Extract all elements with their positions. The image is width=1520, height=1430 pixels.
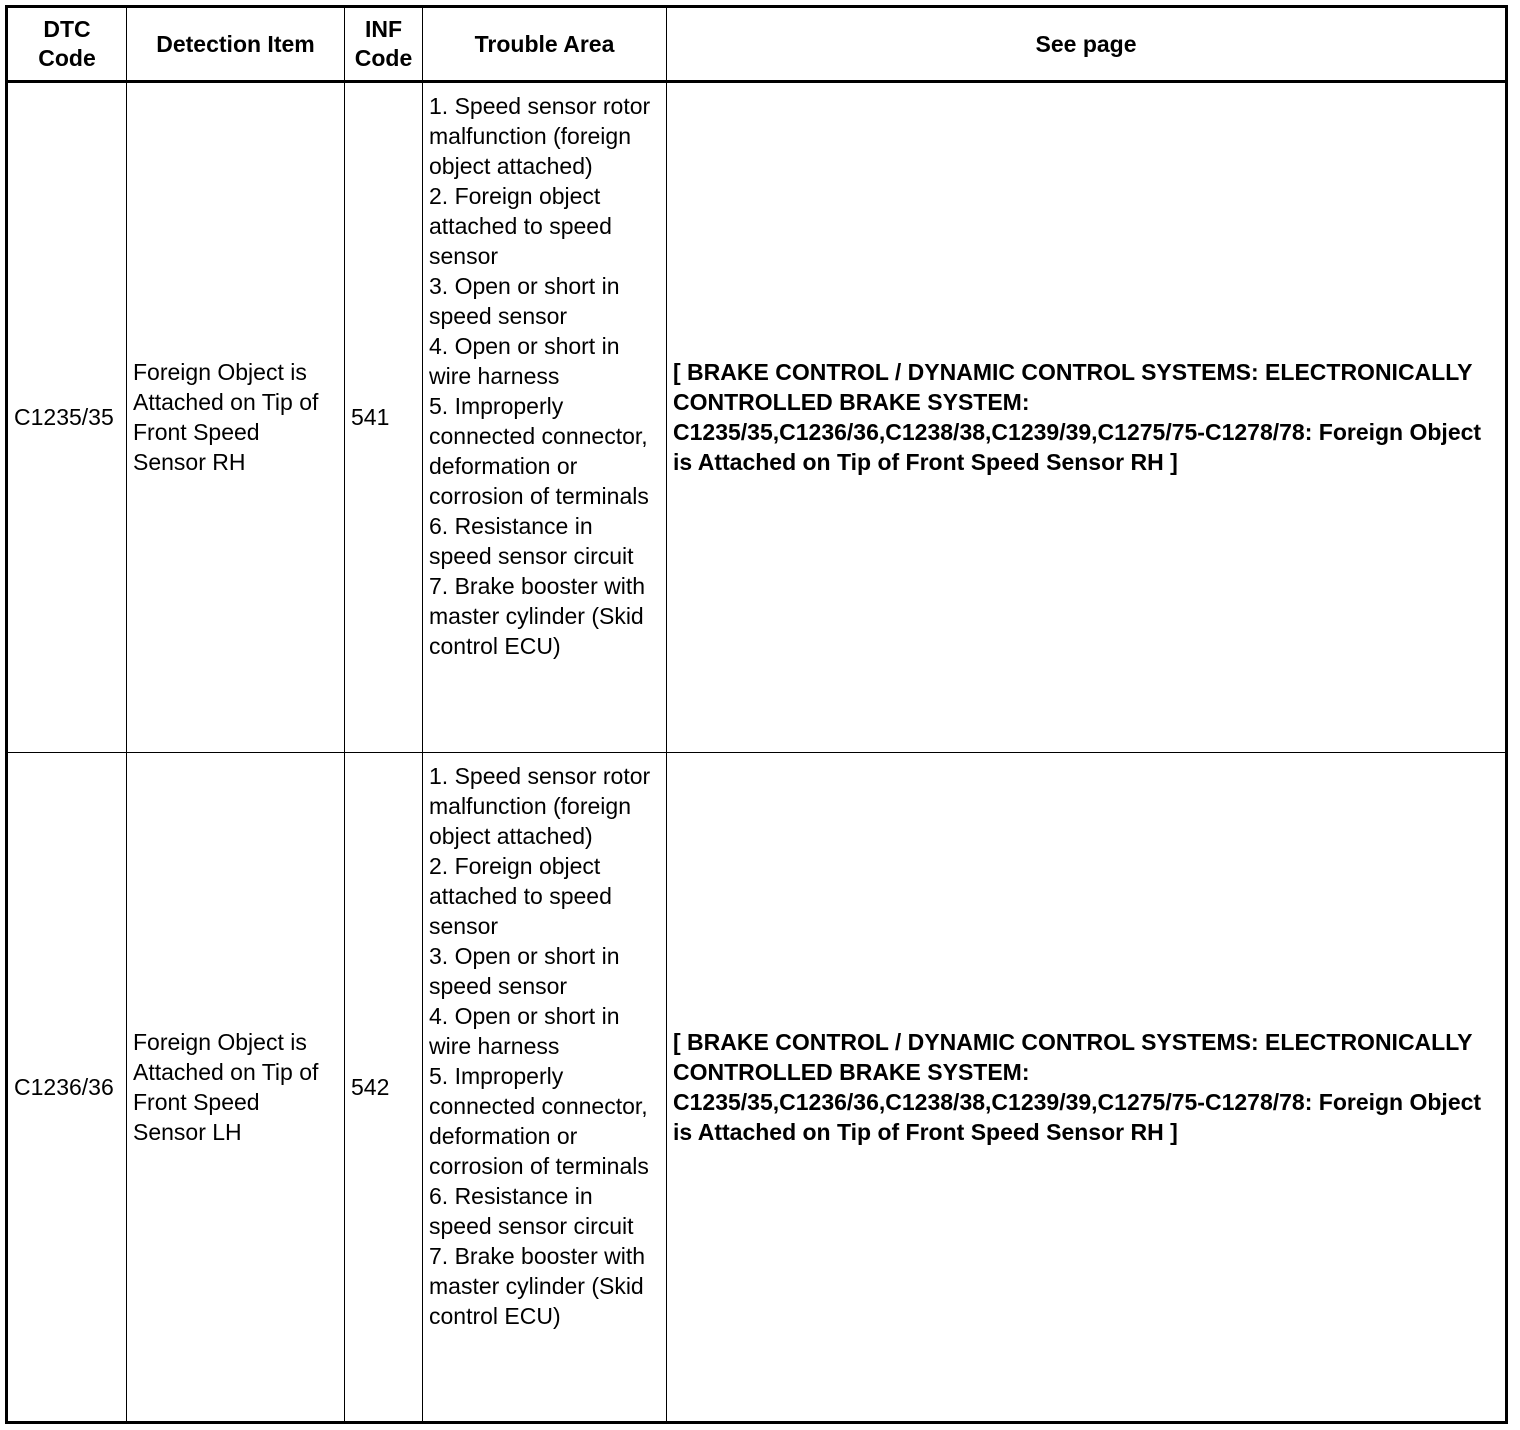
trouble-area-item: 2. Foreign object attached to speed sensor (429, 183, 612, 269)
header-detection-item: Detection Item (127, 7, 345, 82)
dtc-code-cell: C1235/35 (7, 82, 127, 753)
trouble-area-cell (423, 752, 667, 1423)
detection-item-cell: Foreign Object is Attached on Tip of Front Speed Sensor LH (127, 752, 345, 1423)
trouble-area-item: 4. Open or short in wire harness (429, 1002, 620, 1059)
see-page-link[interactable]: [ BRAKE CONTROL / DYNAMIC CONTROL SYSTEMS: ELECTRONICALLY CONTROLLED BRAKE SYSTEM: C1235/35,C1236/36,C1238/38,C1239/39,C1275/75-C1278/78: Foreign Object is Attached on Tip of Front Speed Sensor RH ] (667, 82, 1507, 753)
detection-item-cell: Foreign Object is Attached on Tip of Front Speed Sensor RH (127, 82, 345, 753)
dtc-code-cell: C1236/36 (7, 752, 127, 1423)
dtc-table (5, 5, 1508, 1424)
trouble-area-item: 1. Speed sensor rotor malfunction (foreign object attached) (429, 93, 651, 179)
trouble-area-item: 5. Improperly connected connector, deformation or corrosion of terminals (429, 1062, 649, 1179)
see-page-link[interactable]: [ BRAKE CONTROL / DYNAMIC CONTROL SYSTEMS: ELECTRONICALLY CONTROLLED BRAKE SYSTEM: C1235/35,C1236/36,C1238/38,C1239/39,C1275/75-C1278/78: Foreign Object is Attached on Tip of Front Speed Sensor RH ] (667, 752, 1507, 1423)
inf-code-cell: 542 (345, 752, 423, 1423)
header-trouble-area: Trouble Area (423, 7, 667, 82)
trouble-area-item: 3. Open or short in speed sensor (429, 273, 620, 329)
table-row (7, 82, 1507, 753)
header-dtc-code: DTC Code (7, 7, 127, 82)
trouble-area-item: 5. Improperly connected connector, deformation or corrosion of terminals (429, 393, 649, 509)
header-inf-code: INF Code (345, 7, 423, 82)
table-row (7, 752, 1507, 1423)
header-see-page: See page (667, 7, 1507, 82)
inf-code-cell: 541 (345, 82, 423, 753)
trouble-area-item: 2. Foreign object attached to speed sensor (429, 852, 612, 939)
trouble-area-item: 1. Speed sensor rotor malfunction (foreign object attached) (429, 762, 651, 849)
table-header-row (7, 7, 1507, 82)
trouble-area-item: 4. Open or short in wire harness (429, 333, 620, 389)
trouble-area-item: 3. Open or short in speed sensor (429, 942, 620, 999)
trouble-area-item: 7. Brake booster with master cylinder (Skid control ECU) (429, 573, 646, 659)
trouble-area-item: 6. Resistance in speed sensor circuit (429, 513, 634, 569)
trouble-area-item: 7. Brake booster with master cylinder (Skid control ECU) (429, 1242, 646, 1329)
trouble-area-item: 6. Resistance in speed sensor circuit (429, 1182, 634, 1239)
trouble-area-cell (423, 82, 667, 753)
